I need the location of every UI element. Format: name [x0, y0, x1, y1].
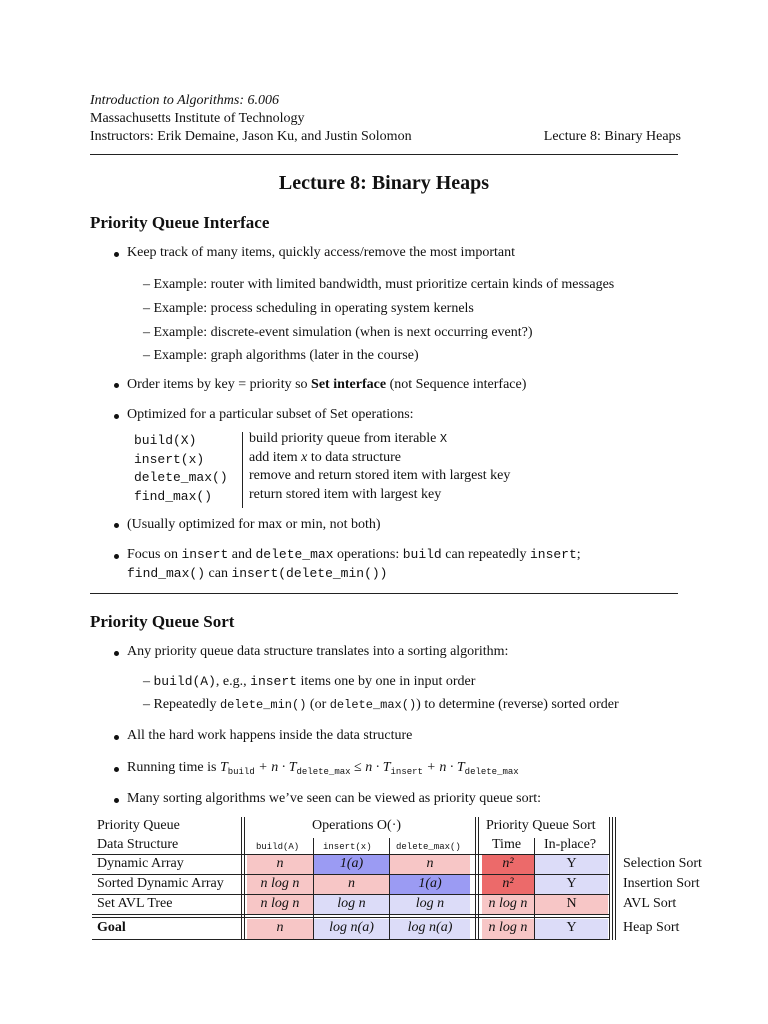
row-time: n log n [488, 920, 528, 935]
table-vrule [612, 817, 613, 940]
instructors: Instructors: Erik Demaine, Jason Ku, and Justin Solomon [90, 129, 412, 144]
op-name: delete_max() [134, 470, 228, 485]
header-ds-1: Priority Queue [97, 818, 180, 833]
header-rule [90, 154, 678, 155]
bullet-text: Order items by key = priority so Set interface (not Sequence interface) [127, 377, 527, 392]
bullet [114, 798, 119, 803]
row-inplace: N [566, 896, 577, 911]
bullet [114, 554, 119, 559]
course-name: Introduction to Algorithms: 6.006 [90, 93, 279, 108]
running-time: Running time is $T_{build} + n \cdot T_{delete\_max} \le n \cdot T_{insert} + n \cdot T_{delete\_max}$ [127, 760, 519, 777]
row-time: n log n [488, 896, 528, 911]
example-item: – Example: discrete-event simulation (when is next occurring event?) [143, 325, 533, 340]
op-description: return stored item with largest key [249, 487, 442, 502]
lecture-tag: Lecture 8: Binary Heaps [543, 129, 681, 144]
bullet [114, 252, 119, 257]
row-sort-name: AVL Sort [623, 896, 677, 911]
page-title: Lecture 8: Binary Heaps [278, 172, 490, 194]
row-delete-max: log n [415, 896, 445, 911]
row-sort-name: Selection Sort [623, 856, 702, 871]
table-vrule [609, 817, 610, 940]
bullet-text: Many sorting algorithms we’ve seen can be viewed as priority queue sort: [127, 791, 542, 806]
ops-divider [242, 432, 243, 508]
table-vrule [244, 817, 245, 940]
header-time: Time [492, 837, 522, 852]
section-heading-pq-sort: Priority Queue Sort [90, 612, 235, 631]
row-build: n log n [260, 896, 300, 911]
row-sort-name: Heap Sort [623, 920, 680, 935]
bullet [114, 523, 119, 528]
row-build: n [276, 920, 284, 935]
op-description: build priority queue from iterable X [249, 431, 448, 446]
example-item: – Example: process scheduling in operating system kernels [143, 301, 474, 316]
bullet [114, 651, 119, 656]
table-rule [92, 874, 610, 875]
bullet [114, 383, 119, 388]
row-delete-max: 1(a) [418, 876, 442, 891]
op-name: find_max() [134, 489, 213, 504]
bullet [114, 735, 119, 740]
op-name: insert(x) [134, 452, 205, 467]
table-vrule [475, 817, 476, 940]
example-item: – Example: router with limited bandwidth, must prioritize certain kinds of messages [143, 277, 615, 292]
bullet-text: Any priority queue data structure translates into a sorting algorithm: [127, 644, 509, 659]
table-vrule [478, 817, 479, 940]
row-build: n [276, 856, 284, 871]
table-rule [92, 939, 610, 940]
bullet-text: All the hard work happens inside the data structure [127, 728, 413, 743]
sort-step: – build(A), e.g., insert items one by one in input order [143, 674, 476, 689]
institution: Massachusetts Institute of Technology [90, 111, 305, 126]
table-rule [92, 917, 610, 918]
row-time: n² [502, 876, 514, 891]
row-delete-max: log n(a) [407, 920, 453, 935]
row-insert: log n [337, 896, 366, 911]
bullet [114, 767, 119, 772]
example-item: – Example: graph algorithms (later in the course) [143, 348, 419, 363]
header-delete-max: delete_max() [396, 842, 461, 852]
table-vrule [615, 817, 616, 940]
row-build: n log n [260, 876, 300, 891]
row-insert: log n(a) [329, 920, 374, 935]
row-insert: 1(a) [339, 856, 364, 871]
row-sort-name: Insertion Sort [623, 876, 700, 891]
row-inplace: Y [566, 876, 577, 891]
table-rule [92, 894, 610, 895]
header-pq-sort: Priority Queue Sort [486, 818, 596, 833]
bullet-text: Keep track of many items, quickly access/remove the most important [127, 245, 515, 260]
op-name: build(X) [134, 433, 197, 448]
row-time: n² [502, 856, 514, 871]
table-vrule [241, 817, 242, 940]
bullet-text-cont: find_max() can insert(delete_min()) [127, 566, 388, 581]
header-build: build(A) [256, 842, 300, 852]
header-operations: Operations O(·) [312, 818, 402, 833]
row-ds-goal: Goal [97, 920, 126, 935]
section-rule [90, 593, 678, 594]
row-ds: Set AVL Tree [97, 896, 173, 911]
row-ds: Sorted Dynamic Array [97, 876, 224, 891]
table-rule [92, 854, 610, 855]
bullet [114, 414, 119, 419]
header-inplace: In-place? [544, 837, 597, 852]
sort-step: – Repeatedly delete_min() (or delete_max()) to determine (reverse) sorted order [143, 697, 619, 712]
bullet-text: Optimized for a particular subset of Set operations: [127, 407, 414, 422]
row-ds: Dynamic Array [97, 856, 184, 871]
header-ds-2: Data Structure [97, 837, 179, 852]
header-insert: insert(x) [323, 842, 372, 852]
section-heading-pq-interface: Priority Queue Interface [90, 213, 270, 232]
bullet-text: Focus on insert and delete_max operations: build can repeatedly insert; [127, 547, 581, 562]
op-description: add item x to data structure [249, 450, 402, 465]
row-inplace: Y [566, 856, 577, 871]
bullet-text: (Usually optimized for max or min, not both) [127, 517, 381, 532]
row-insert: n [348, 876, 355, 891]
row-delete-max: n [426, 856, 434, 871]
op-description: remove and return stored item with largest key [249, 468, 511, 483]
table-rule [92, 914, 610, 915]
row-inplace: Y [566, 920, 577, 935]
